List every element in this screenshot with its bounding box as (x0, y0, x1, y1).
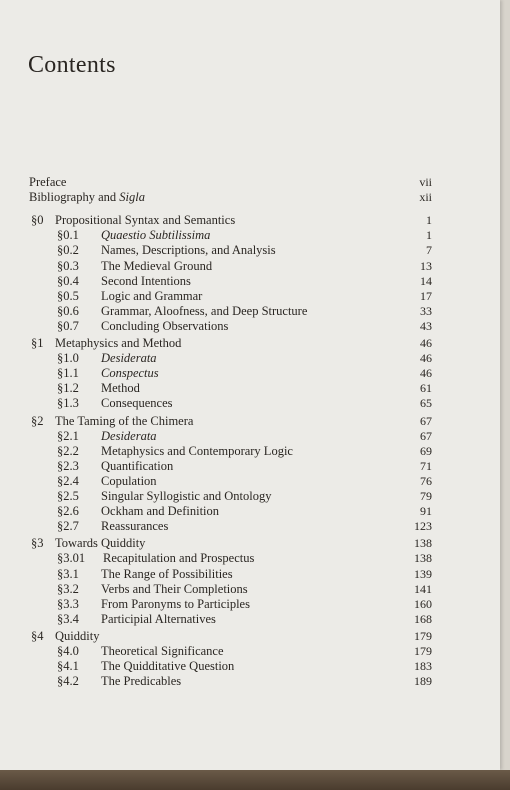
chapter-number: §1 (31, 336, 44, 350)
page-number: 79 (420, 489, 432, 503)
page-number: 179 (414, 644, 432, 658)
section-title: Reassurances (101, 519, 169, 534)
section-title: Ockham and Definition (101, 504, 220, 519)
section-title: Desiderata (101, 351, 157, 366)
section-number: §1.0 (57, 351, 79, 366)
section-title: The Medieval Ground (101, 258, 213, 273)
section-entry (57, 474, 157, 488)
section-entry (57, 289, 202, 303)
page-number: 1 (426, 228, 432, 243)
page-number: 138 (414, 551, 432, 566)
page-number: 179 (414, 628, 432, 643)
entry-title: Bibliography and (29, 190, 120, 205)
chapter-entry (31, 213, 235, 227)
chapter-title: The Taming of the Chimera (55, 413, 194, 428)
page-number: 67 (420, 428, 432, 443)
section-title: Quantification (101, 458, 174, 473)
section-number: §0.2 (57, 243, 79, 258)
page-number: 17 (420, 288, 432, 303)
section-number: §0.4 (57, 273, 79, 288)
section-title: Quaestio Subtilissima (101, 228, 211, 243)
section-entry (57, 243, 276, 257)
section-number: §0.3 (57, 258, 79, 273)
page-title: Contents (28, 52, 116, 78)
section-entry (57, 582, 248, 596)
section-number: §2.6 (57, 504, 79, 519)
section-entry (57, 259, 212, 273)
page-number: 46 (420, 366, 432, 381)
page-number: 160 (414, 596, 432, 611)
page-number: 168 (414, 611, 432, 626)
front-matter-entry: Preface (29, 175, 67, 189)
front-matter-entry (29, 190, 145, 204)
page-number: 91 (420, 504, 432, 519)
section-number: §0.1 (57, 228, 79, 243)
section-title: Conspectus (101, 366, 159, 381)
chapter-number: §4 (31, 628, 44, 643)
page-number: vii (419, 175, 432, 189)
section-entry (57, 519, 168, 533)
section-title: Concluding Observations (101, 318, 229, 333)
page-number: 46 (420, 351, 432, 366)
chapter-entry (31, 414, 193, 428)
section-title: Consequences (101, 396, 173, 411)
page-number: 69 (420, 443, 432, 458)
section-entry (57, 489, 271, 503)
section-title: Logic and Grammar (101, 288, 203, 303)
page-number: 123 (414, 519, 432, 534)
chapter-title: Propositional Syntax and Semantics (55, 213, 236, 228)
page-number: 46 (420, 336, 432, 350)
section-entry (57, 304, 307, 318)
section-entry (57, 429, 157, 443)
section-number: §2.2 (57, 443, 79, 458)
section-entry (57, 659, 234, 673)
section-number: §2.4 (57, 473, 79, 488)
section-title: Grammar, Aloofness, and Deep Structure (101, 303, 308, 318)
section-entry (57, 551, 254, 565)
section-title: Names, Descriptions, and Analysis (101, 243, 276, 258)
section-number: §3.01 (57, 551, 86, 566)
section-number: §3.4 (57, 611, 79, 626)
section-number: §4.1 (57, 659, 79, 674)
section-number: §3.1 (57, 566, 79, 581)
section-title: Method (101, 381, 140, 396)
page-number: 139 (414, 566, 432, 581)
section-number: §4.2 (57, 674, 79, 689)
chapter-title: Quiddity (55, 628, 100, 643)
section-number: §2.5 (57, 489, 79, 503)
page-number: 14 (420, 273, 432, 288)
chapter-number: §2 (31, 413, 44, 428)
section-number: §1.1 (57, 366, 79, 381)
section-entry (57, 567, 233, 581)
page-number: 1 (426, 213, 432, 228)
page-number: 13 (420, 258, 432, 273)
chapter-entry (31, 629, 99, 643)
page-number: 71 (420, 458, 432, 473)
chapter-title: Metaphysics and Method (55, 336, 182, 350)
section-title: Recapitulation and Prospectus (103, 551, 255, 566)
chapter-title: Towards Quiddity (55, 536, 146, 551)
section-title: The Predicables (101, 674, 182, 689)
section-number: §1.2 (57, 381, 79, 396)
page-number: 183 (414, 659, 432, 674)
section-title: Singular Syllogistic and Ontology (101, 489, 272, 503)
section-entry (57, 274, 191, 288)
section-title: Participial Alternatives (101, 611, 216, 626)
chapter-entry (31, 536, 145, 550)
section-title: From Paronyms to Participles (101, 596, 250, 611)
section-title: The Range of Possibilities (101, 566, 233, 581)
section-entry (57, 459, 173, 473)
section-entry (57, 504, 219, 518)
section-number: §4.0 (57, 644, 79, 658)
section-title: The Quidditative Question (101, 659, 235, 674)
section-number: §3.3 (57, 596, 79, 611)
section-number: §1.3 (57, 396, 79, 411)
section-entry (57, 444, 293, 458)
section-title: Theoretical Significance (101, 644, 224, 658)
section-number: §2.7 (57, 519, 79, 534)
section-entry (57, 644, 224, 658)
chapter-number: §3 (31, 536, 44, 551)
section-entry (57, 612, 216, 626)
section-entry (57, 381, 140, 395)
section-entry (57, 351, 157, 365)
page-edge (0, 770, 510, 790)
section-entry (57, 228, 210, 242)
page-number: 33 (420, 303, 432, 318)
section-number: §2.3 (57, 458, 79, 473)
page-number: 141 (414, 581, 432, 596)
page-number: 43 (420, 318, 432, 333)
section-number: §3.2 (57, 581, 79, 596)
section-number: §0.5 (57, 288, 79, 303)
page-number: 138 (414, 536, 432, 551)
page-number: 67 (420, 413, 432, 428)
section-title: Desiderata (101, 428, 157, 443)
chapter-entry (31, 336, 181, 350)
section-title: Metaphysics and Contemporary Logic (101, 443, 293, 458)
section-entry (57, 319, 228, 333)
section-title: Copulation (101, 473, 157, 488)
page-number: 7 (426, 243, 432, 258)
page-number: 189 (414, 674, 432, 689)
section-number: §0.7 (57, 318, 79, 333)
section-entry (57, 396, 173, 410)
section-title: Second Intentions (101, 273, 191, 288)
section-entry (57, 597, 250, 611)
page-number: 76 (420, 473, 432, 488)
section-number: §2.1 (57, 428, 79, 443)
section-title: Verbs and Their Completions (101, 581, 248, 596)
section-entry (57, 674, 181, 688)
section-entry (57, 366, 159, 380)
entry-title-italic: Sigla (119, 190, 145, 205)
section-number: §0.6 (57, 303, 79, 318)
page-number: 65 (420, 396, 432, 411)
chapter-number: §0 (31, 213, 44, 228)
page-number: xii (419, 190, 432, 205)
page-number: 61 (420, 381, 432, 396)
